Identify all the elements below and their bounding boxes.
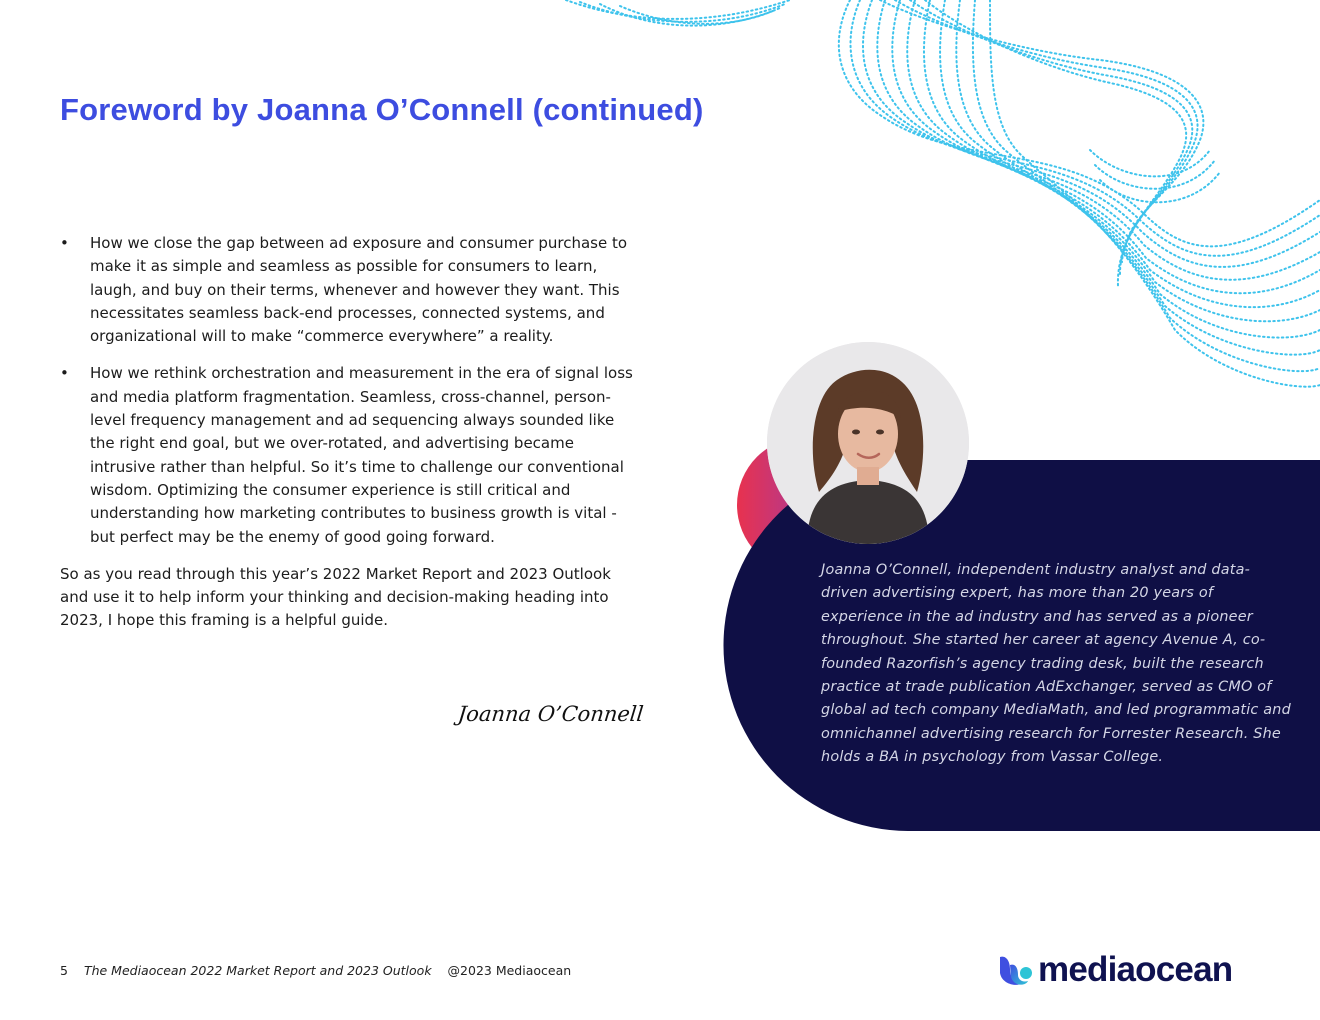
mediaocean-logo-mark-icon [998, 953, 1034, 987]
page-number: 5 [60, 963, 68, 978]
footer-copyright: @2023 Mediaocean [447, 963, 572, 978]
signature: Joanna O’Connell [456, 702, 645, 726]
mediaocean-logo [998, 950, 1232, 990]
bullet-text: How we close the gap between ad exposure and consumer purchase to make it as simple and seamless as possible for consumers to learn, laugh, and buy on their terms, whenever and however they want. This necessitates seamless back-end processes, connected systems, and organizational will to make “commerce everywhere” a reality. [90, 234, 628, 346]
closing-paragraph: So as you read through this year’s 2022 Market Report and 2023 Outlook and use it to help inform your thinking and decision-making heading into 2023, I hope this framing is a helpful guide. [60, 564, 611, 630]
bullet-text: How we rethink orchestration and measurement in the era of signal loss and media platform fragmentation. Seamless, cross-channel, person-level frequency management and ad sequencing always sounded like the right end goal, but we over-rotated, and advertising became intrusive rather than helpful. So it’s time to challenge our conventional wisdom. Optimizing the consumer experience is still critical and understanding how marketing contributes to business growth is vital - but perfect may be the enemy of good going forward. [90, 364, 633, 546]
footer [60, 963, 571, 978]
bullet-dot: • [60, 364, 69, 383]
bio-text: Joanna O’Connell, independent industry analyst and data-driven advertising expert, has more than 20 years of experience in the ad industry and has served as a pioneer throughout. She started her career at agency Avenue A, co-founded Razorfish’s agency trading desk, built the research practice at trade publication AdExchanger, served as CMO of global ad tech company MediaMath, and led programmatic and omnichannel advertising research for Forrester Research. She holds a BA in psychology from Vassar College. [821, 562, 1291, 766]
logo-wordmark: mediaocean [1038, 950, 1233, 989]
page-title: Foreword by Joanna O’Connell (continued) [60, 92, 704, 127]
footer-report-title: The Mediaocean 2022 Market Report and 2023 Outlook [83, 963, 432, 978]
bullet-dot: • [60, 234, 69, 252]
portrait-photo [767, 342, 969, 544]
